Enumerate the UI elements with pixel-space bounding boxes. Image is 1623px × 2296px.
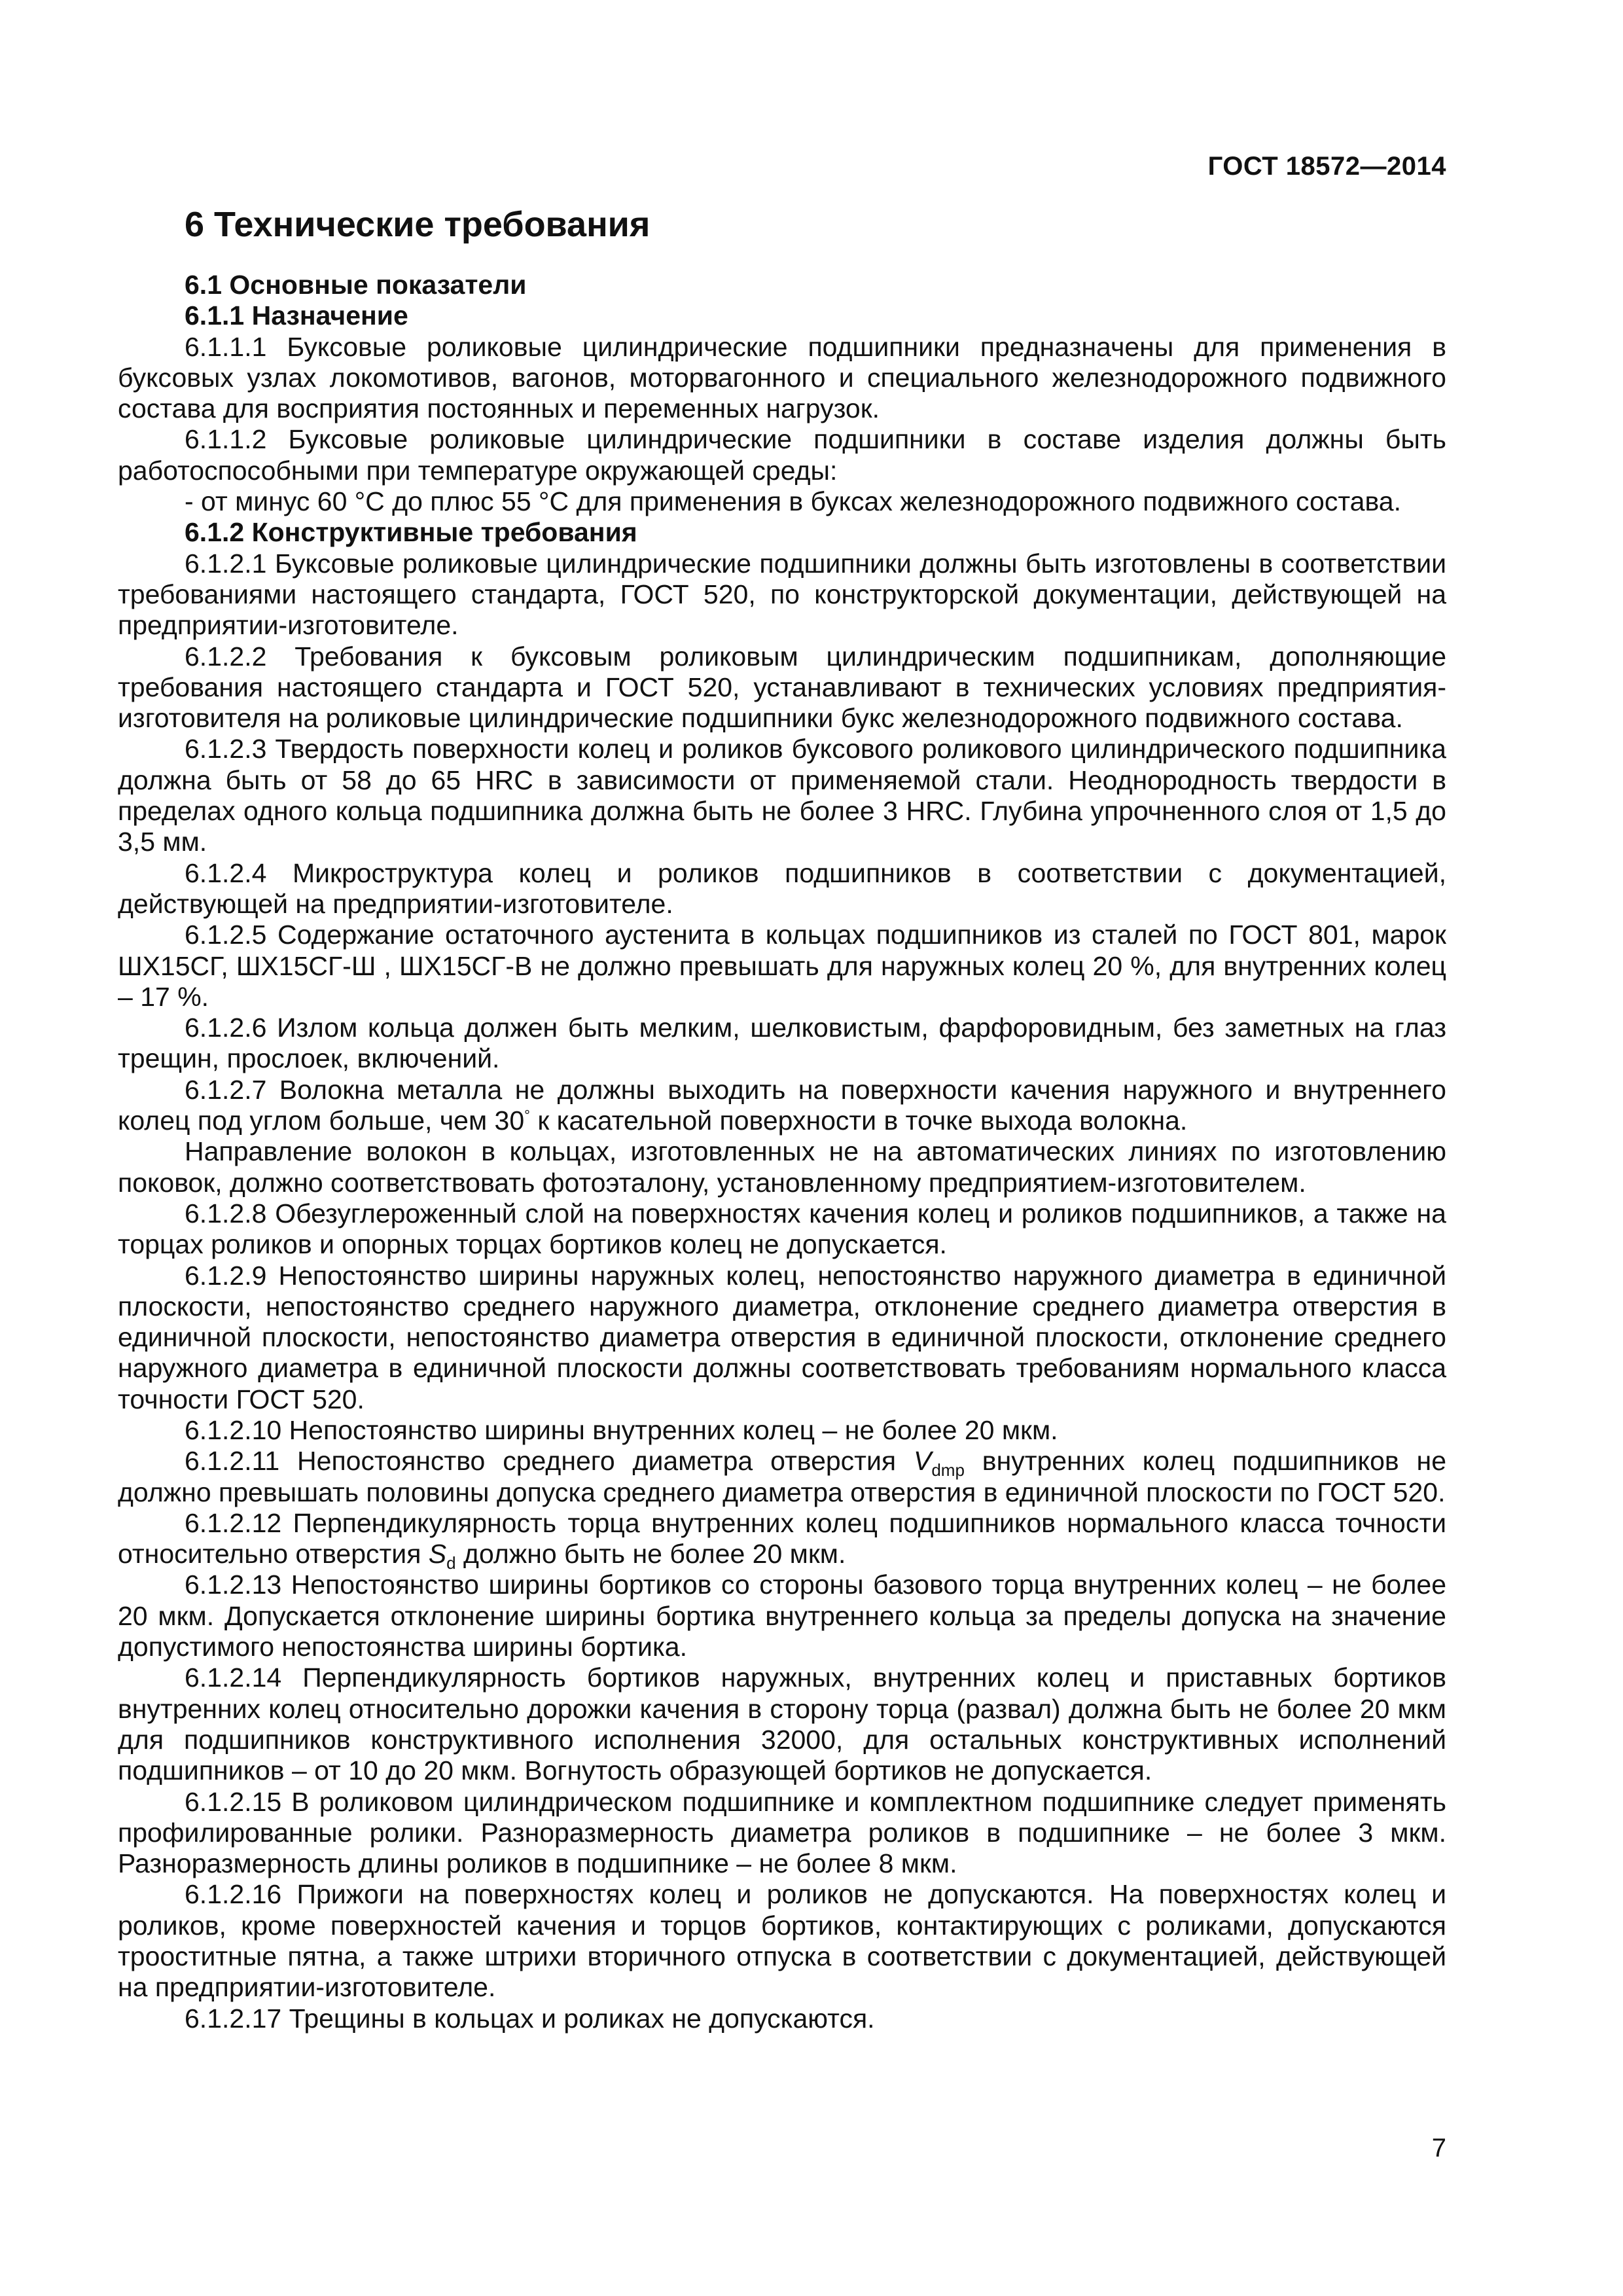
- paragraph-6-1-2-12-text-b: должно быть не более 20 мкм.: [455, 1539, 846, 1570]
- paragraph-6-1-2-17: 6.1.2.17 Трещины в кольцах и роликах не допускаются.: [185, 2003, 875, 2034]
- paragraph-6-1-2-7: [118, 1075, 1446, 1137]
- paragraph-6-1-2-5: 6.1.2.5 Содержание остаточного аустенита в кольцах подшипников из сталей по ГОСТ 801, марок ШХ15СГ, ШХ15СГ-Ш , ШХ15СГ-В не должно превышать для наружных колец 20 %, для внутренних колец – 17 %.: [118, 920, 1446, 1012]
- paragraph-fiber-direction: Направление волокон в кольцах, изготовленных не на автоматических линиях по изготовлению поковок, должно соответствовать фотоэталону, установленному предприятием-изготовителем.: [118, 1136, 1446, 1198]
- paragraph-6-1-1-2: 6.1.1.2 Буксовые роликовые цилиндрические подшипники в составе изделия должны быть работоспособными при температуре окружающей среды:: [118, 424, 1446, 486]
- paragraph-6-1-2-11-text-a: 6.1.2.11 Непостоянство среднего диаметра отверстия: [185, 1446, 914, 1477]
- paragraph-6-1-2-13: 6.1.2.13 Непостоянство ширины бортиков со стороны базового торца внутренних колец – не более 20 мкм. Допускается отклонение ширины бортика внутреннего кольца за пределы допуска на значение допустимого непостоянства ширины бортика.: [118, 1570, 1446, 1662]
- paragraph-6-1-2-14: 6.1.2.14 Перпендикулярность бортиков наружных, внутренних колец и приставных бортиков внутренних колец относительно дорожки качения в сторону торца (развал) должна быть не более 20 мкм для подшипников конструктивного исполнения 32000, для остальных конструктивных исполнений подшипников – от 10 до 20 мкм. Вогнутость образующей бортиков не допускается.: [118, 1662, 1446, 1786]
- paragraph-6-1-2-11-text-b: внутренних колец подшипников не должно превышать половины допуска среднего диаметра отверстия в единичной плоскости по ГОСТ 520.: [118, 1446, 1446, 1507]
- section-title: 6 Технические требования: [185, 205, 651, 244]
- subsection-heading-6-1: 6.1 Основные показатели: [185, 270, 527, 300]
- symbol-s: S: [428, 1539, 447, 1570]
- paragraph-6-1-2-10: 6.1.2.10 Непостоянство ширины внутренних колец – не более 20 мкм.: [185, 1414, 1058, 1445]
- paragraph-6-1-2-3: 6.1.2.3 Твердость поверхности колец и роликов буксового роликового цилиндрического подшипника должна быть от 58 до 65 HRC в зависимости от применяемой стали. Неоднородность твердости в пределах одного кольца подшипника должна быть не более 3 HRC. Глубина упрочненного слоя от 1,5 до 3,5 мм.: [118, 734, 1446, 857]
- paragraph-6-1-2-7-text-b: к касательной поверхности в точке выхода волокна.: [529, 1105, 1188, 1136]
- paragraph-6-1-1-1: 6.1.1.1 Буксовые роликовые цилиндрические подшипники предназначены для применения в буксовых узлах локомотивов, вагонов, моторвагонного и специального железнодорожного подвижного состава для восприятия постоянных и переменных нагрузок.: [118, 331, 1446, 424]
- temperature-range-item: - от минус 60 °С до плюс 55 °С для применения в буксах железнодорожного подвижного состава.: [185, 486, 1401, 517]
- body-text: [118, 270, 1446, 2034]
- paragraph-6-1-2-11: [118, 1446, 1446, 1508]
- document-code: ГОСТ 18572—2014: [1207, 152, 1446, 181]
- paragraph-6-1-2-8: 6.1.2.8 Обезуглероженный слой на поверхностях качения колец и роликов подшипников, а также на торцах роликов и опорных торцах бортиков колец не допускается.: [118, 1198, 1446, 1260]
- paragraph-6-1-2-15: 6.1.2.15 В роликовом цилиндрическом подшипнике и комплектном подшипнике следует применять профилированные ролики. Разноразмерность диаметра роликов в подшипнике – не более 3 мкм. Разноразмерность длины роликов в подшипнике – не более 8 мкм.: [118, 1786, 1446, 1879]
- paragraph-6-1-2-1: 6.1.2.1 Буксовые роликовые цилиндрические подшипники должны быть изготовлены в соответствии требованиями настоящего стандарта, ГОСТ 520, по конструкторской документации, действующей на предприятии-изготовителе.: [118, 548, 1446, 641]
- subscript-d: d: [446, 1553, 456, 1573]
- paragraph-6-1-2-12: [118, 1507, 1446, 1573]
- subsection-heading-6-1-2: 6.1.2 Конструктивные требования: [185, 517, 637, 548]
- paragraph-6-1-2-12-text-a: 6.1.2.12 Перпендикулярность торца внутренних колец подшипников нормального класса точности относительно отверстия: [118, 1507, 1446, 1570]
- paragraph-6-1-2-7-text-a: 6.1.2.7 Волокна металла не должны выходить на поверхности качения наружного и внутреннего колец под углом больше, чем 30: [118, 1074, 1446, 1136]
- paragraph-6-1-2-6: 6.1.2.6 Излом кольца должен быть мелким, шелковистым, фарфоровидным, без заметных на глаз трещин, прослоек, включений.: [118, 1013, 1446, 1074]
- paragraph-6-1-2-4: 6.1.2.4 Микроструктура колец и роликов подшипников в соответствии с документацией, действующей на предприятии-изготовителе.: [118, 857, 1446, 919]
- paragraph-6-1-2-16: 6.1.2.16 Прижоги на поверхностях колец и роликов не допускаются. На поверхностях колец и роликов, кроме поверхностей качения и торцов бортиков, контактирующих с роликами, допускаются трооститные пятна, а также штрихи вторичного отпуска в соответствии с документацией, действующей на предприятии-изготовителе.: [118, 1879, 1446, 2003]
- page-number: 7: [1431, 2134, 1446, 2162]
- symbol-v: V: [913, 1446, 932, 1477]
- paragraph-6-1-2-9: 6.1.2.9 Непостоянство ширины наружных колец, непостоянство наружного диаметра в единичной плоскости, непостоянство среднего наружного диаметра, отклонение среднего диаметра отверстия в единичной плоскости, непостоянство диаметра отверстия в единичной плоскости, отклонение среднего наружного диаметра в единичной плоскости должны соответствовать требованиям нормального класса точности ГОСТ 520.: [118, 1260, 1446, 1414]
- subsection-heading-6-1-1: 6.1.1 Назначение: [185, 300, 408, 331]
- degree-symbol: °: [524, 1107, 530, 1124]
- paragraph-6-1-2-2: 6.1.2.2 Требования к буксовым роликовым цилиндрическим подшипникам, дополняющие требования настоящего стандарта и ГОСТ 520, устанавливают в технических условиях предприятия-изготовителя на роликовые цилиндрические подшипники букс железнодорожного подвижного состава.: [118, 641, 1446, 734]
- subscript-dmp: dmp: [931, 1460, 965, 1480]
